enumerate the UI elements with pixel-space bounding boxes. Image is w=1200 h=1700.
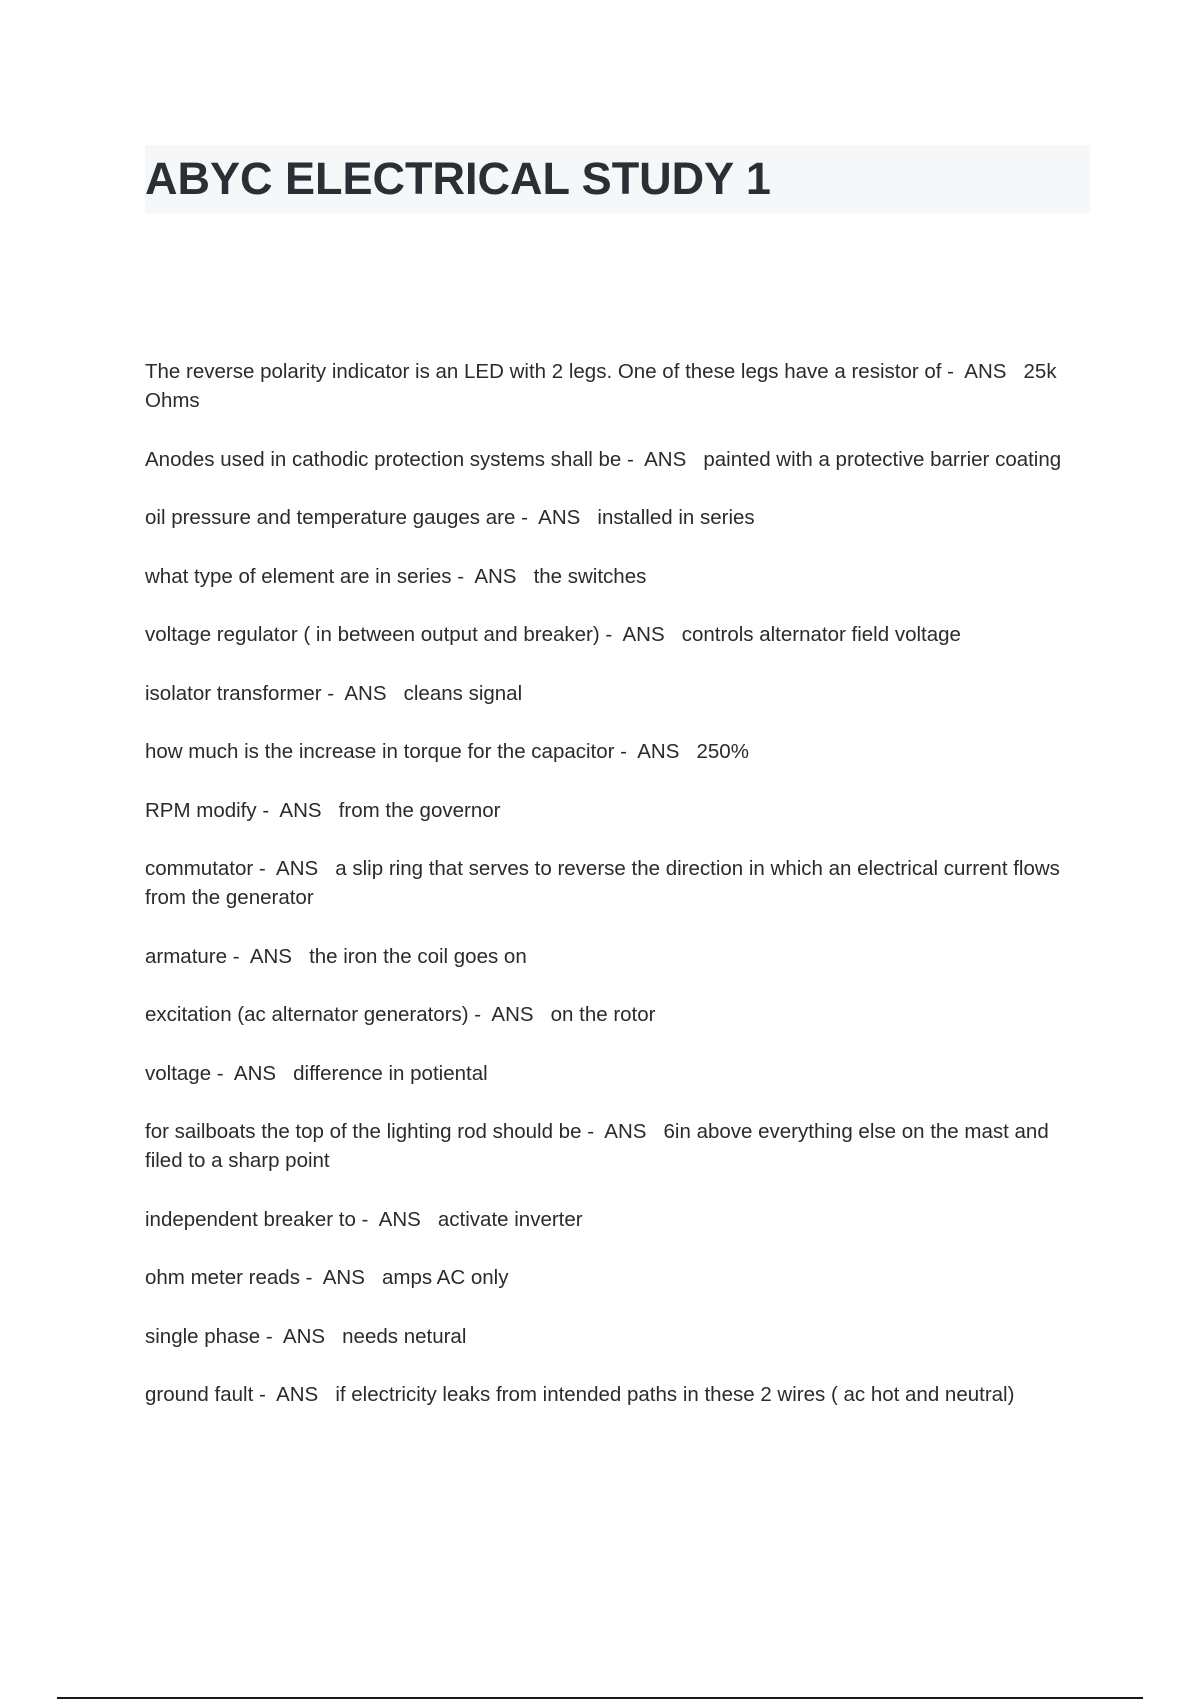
answer-text: the iron the coil goes on [309, 944, 527, 968]
answer-separator: - ANS [227, 944, 310, 968]
answer-text: cleans signal [403, 681, 523, 705]
answer-separator: - ANS [468, 1003, 551, 1026]
question-text: how much is the increase in torque for the capacitor [145, 740, 615, 763]
question-text: armature [145, 944, 228, 968]
question-text: voltage regulator ( in between output and breaker) [145, 623, 600, 646]
qa-item [145, 854, 1090, 912]
qa-item [145, 1205, 1090, 1234]
qa-item [145, 1000, 1090, 1029]
question-text: commutator [145, 857, 254, 880]
answer-text: activate inverter [437, 1207, 583, 1231]
answer-text: needs netural [342, 1324, 467, 1348]
qa-item [145, 1322, 1090, 1351]
qa-item [145, 1380, 1090, 1409]
answer-text: from the governor [338, 798, 501, 822]
answer-separator: - ANS [253, 1383, 336, 1406]
answer-separator: - ANS [355, 1207, 438, 1231]
page-title: ABYC ELECTRICAL STUDY 1 [145, 153, 771, 204]
question-text: isolator transformer [145, 681, 322, 705]
question-text: ohm meter reads [145, 1266, 300, 1289]
qa-item [145, 445, 1090, 474]
question-text: what type of element are in series [145, 564, 452, 588]
answer-separator: - ANS [599, 623, 682, 646]
answer-text: installed in series [597, 506, 755, 529]
qa-item [145, 357, 1090, 415]
qa-item [145, 562, 1090, 591]
answer-text: if electricity leaks from intended paths in these 2 wires ( ac hot and neutral) [335, 1383, 1015, 1406]
answer-separator: - ANS [260, 1324, 343, 1348]
answer-text: controls alternator field voltage [681, 623, 961, 646]
qa-item [145, 1117, 1090, 1175]
answer-text: the switches [533, 564, 647, 588]
answer-text: a slip ring that serves to reverse the direction in which an electrical current flows from the generator [145, 857, 1060, 909]
answer-separator: - ANS [211, 1061, 294, 1085]
qa-item [145, 1263, 1090, 1292]
question-text: for sailboats the top of the lighting rod should be [145, 1120, 582, 1143]
qa-item [145, 1059, 1090, 1088]
answer-separator: - ANS [253, 857, 336, 880]
title-banner [145, 145, 1090, 213]
question-text: voltage [145, 1061, 212, 1085]
answer-text: difference in potiental [293, 1061, 488, 1085]
answer-separator: - ANS [256, 798, 339, 822]
answer-text: 250% [696, 740, 749, 763]
qa-item [145, 737, 1090, 766]
question-text: RPM modify [145, 798, 257, 822]
answer-separator: - ANS [581, 1120, 664, 1143]
qa-item [145, 503, 1090, 532]
question-text: excitation (ac alternator generators) [145, 1003, 469, 1026]
answer-text: 6in above everything else on the mast and filed to a sharp point [145, 1120, 1049, 1172]
question-text: Anodes used in cathodic protection systems shall be [145, 447, 622, 471]
answer-text: on the rotor [550, 1003, 656, 1026]
answer-text: amps AC only [381, 1266, 509, 1289]
answer-separator: - ANS [614, 740, 697, 763]
question-text: The reverse polarity indicator is an LED with 2 legs. One of these legs have a resistor of [145, 360, 942, 383]
answer-separator: - ANS [941, 360, 1024, 383]
footer-divider [57, 1697, 1143, 1699]
question-text: ground fault [145, 1383, 254, 1406]
question-text: oil pressure and temperature gauges are [145, 506, 516, 529]
answer-separator: - ANS [321, 681, 404, 705]
question-text: independent breaker to [145, 1207, 356, 1231]
answer-separator: - ANS [515, 506, 598, 529]
question-text: single phase [145, 1324, 261, 1348]
qa-item [145, 942, 1090, 971]
qa-item [145, 679, 1090, 708]
answer-separator: - ANS [621, 447, 704, 471]
answer-separator: - ANS [299, 1266, 382, 1289]
answer-separator: - ANS [451, 564, 534, 588]
answer-text: painted with a protective barrier coating [703, 447, 1062, 471]
qa-list [145, 357, 1090, 1439]
qa-item [145, 796, 1090, 825]
qa-item [145, 620, 1090, 649]
answer-text: 25k Ohms [145, 360, 1057, 412]
